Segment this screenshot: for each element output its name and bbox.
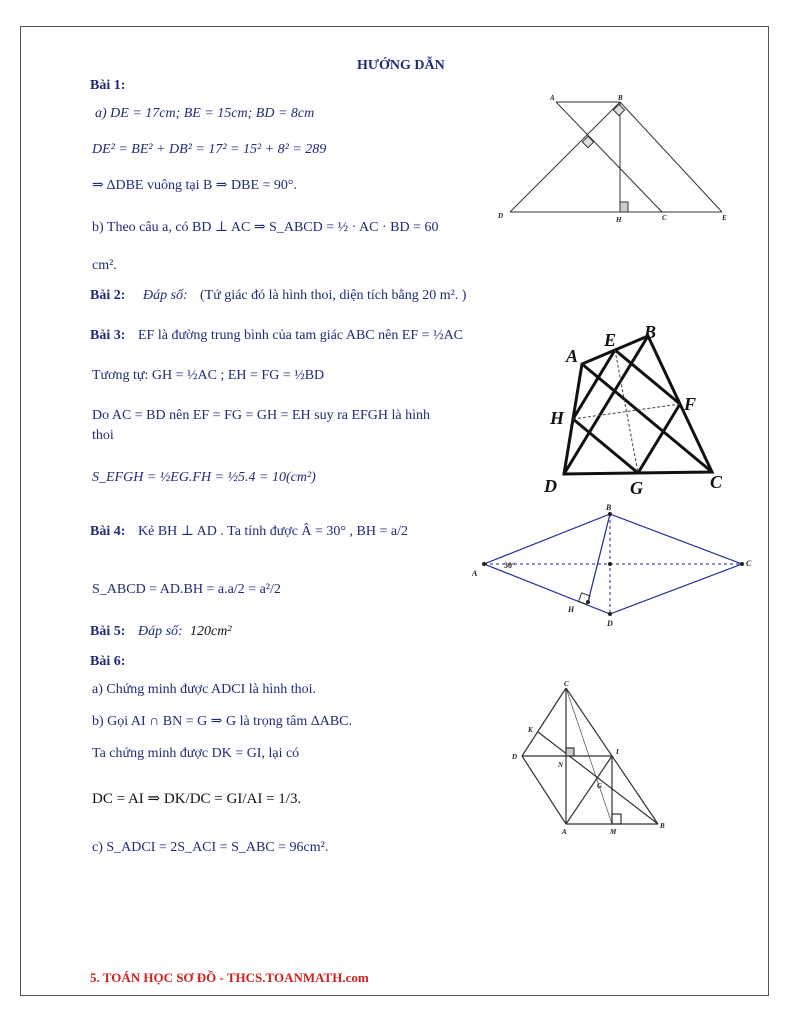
- bai4-area: S_ABCD = AD.BH = a.a/2 = a²/2: [92, 582, 281, 597]
- bai1-heading: Bài 1:: [90, 78, 126, 93]
- bai1-label-d: D: [498, 212, 504, 220]
- bai5-answer-label: Đáp số:: [138, 624, 183, 639]
- bai6-label-i: I: [616, 748, 619, 756]
- bai1-label-e: E: [722, 214, 727, 222]
- bai6-line-c: Ta chứng minh được DK = GI, lại có: [92, 746, 300, 761]
- page-footer: 5. TOÁN HỌC SƠ ĐỒ - THCS.TOANMATH.com: [90, 970, 369, 985]
- bai1-label-h: H: [616, 216, 622, 224]
- bai6-label-a: A: [562, 828, 567, 836]
- bai3-figure: [540, 322, 740, 497]
- bai3-label-f: F: [684, 394, 697, 414]
- bai6-line-a: a) Chứng minh được ADCI là hình thoi.: [92, 682, 317, 697]
- bai6-label-b: B: [660, 822, 665, 830]
- bai5-answer-value: 120cm²: [190, 624, 232, 639]
- bai1-line-b: b) Theo câu a, có BD ⊥ AC ⇒ S_ABCD = ½ · AC · BD = 60: [92, 220, 439, 235]
- bai3-line1: EF là đường trung bình của tam giác ABC nên EF = ½AC: [138, 328, 464, 343]
- bai6-label-k: K: [528, 726, 533, 734]
- bai3-label-b: B: [644, 322, 657, 342]
- bai3-label-a: A: [566, 346, 579, 366]
- bai1-line-a: a) DE = 17cm; BE = 15cm; BD = 8cm: [95, 106, 315, 121]
- page-title: HƯỚNG DẪN: [357, 58, 445, 73]
- bai5-heading: Bài 5:: [90, 624, 126, 639]
- bai1-line-unit: cm².: [92, 258, 117, 273]
- bai1-label-c: C: [662, 214, 667, 222]
- bai4-heading: Bài 4:: [90, 524, 126, 539]
- bai1-line-conclusion: ⇒ ΔDBE vuông tại B ⇒ DBE = 90°.: [92, 178, 298, 193]
- bai6-label-d: D: [512, 753, 518, 761]
- bai3-label-g: G: [630, 478, 643, 498]
- bai3-heading: Bài 3:: [90, 328, 126, 343]
- bai6-line-d: DC = AI ⇒ DK/DC = GI/AI = 1/3.: [92, 791, 302, 807]
- bai3-label-h: H: [550, 408, 565, 428]
- bai4-label-c: C: [746, 559, 752, 568]
- bai3-label-d: D: [544, 476, 557, 496]
- bai4-label-d: D: [607, 619, 613, 628]
- bai3-label-c: C: [710, 472, 723, 492]
- bai4-label-h: H: [568, 605, 575, 614]
- bai4-label-b: B: [606, 503, 612, 512]
- bai6-label-m: M: [610, 828, 617, 836]
- bai6-line-e: c) S_ADCI = 2S_ACI = S_ABC = 96cm².: [92, 840, 329, 855]
- bai4-angle-label: 30°: [504, 561, 516, 570]
- bai6-line-b: b) Gọi AI ∩ BN = G ⇒ G là trọng tâm ΔABC.: [92, 714, 353, 729]
- bai4-label-a: A: [472, 569, 478, 578]
- bai3-line3: Do AC = BD nên EF = FG = GH = EH suy ra EFGH là hình: [92, 408, 431, 423]
- bai4-figure: [470, 502, 760, 632]
- bai6-label-n: N: [558, 761, 564, 769]
- bai2-answer-label: Đáp số:: [143, 288, 188, 303]
- bai3-label-e: E: [604, 330, 617, 350]
- bai6-label-g: G: [597, 782, 603, 790]
- bai1-figure: [490, 90, 740, 230]
- bai1-label-b: B: [618, 94, 623, 102]
- bai4-line1: Kẻ BH ⊥ AD . Ta tính được Â = 30° , BH = a/2: [138, 524, 408, 539]
- bai1-label-a: A: [550, 94, 555, 102]
- bai1-line-eq: DE² = BE² + DB² = 17² = 15² + 8² = 289: [92, 142, 327, 157]
- bai6-figure: [508, 678, 688, 838]
- bai2-answer-text: (Tứ giác đó là hình thoi, diện tích bằng 20 m². ): [200, 288, 467, 303]
- bai3-line3b: thoi: [92, 428, 114, 443]
- bai2-heading: Bài 2:: [90, 288, 126, 303]
- bai6-heading: Bài 6:: [90, 654, 126, 669]
- bai3-area: S_EFGH = ½EG.FH = ½5.4 = 10(cm²): [92, 470, 316, 485]
- bai3-line2: Tương tự: GH = ½AC ; EH = FG = ½BD: [92, 368, 325, 383]
- bai6-label-c: C: [564, 680, 569, 688]
